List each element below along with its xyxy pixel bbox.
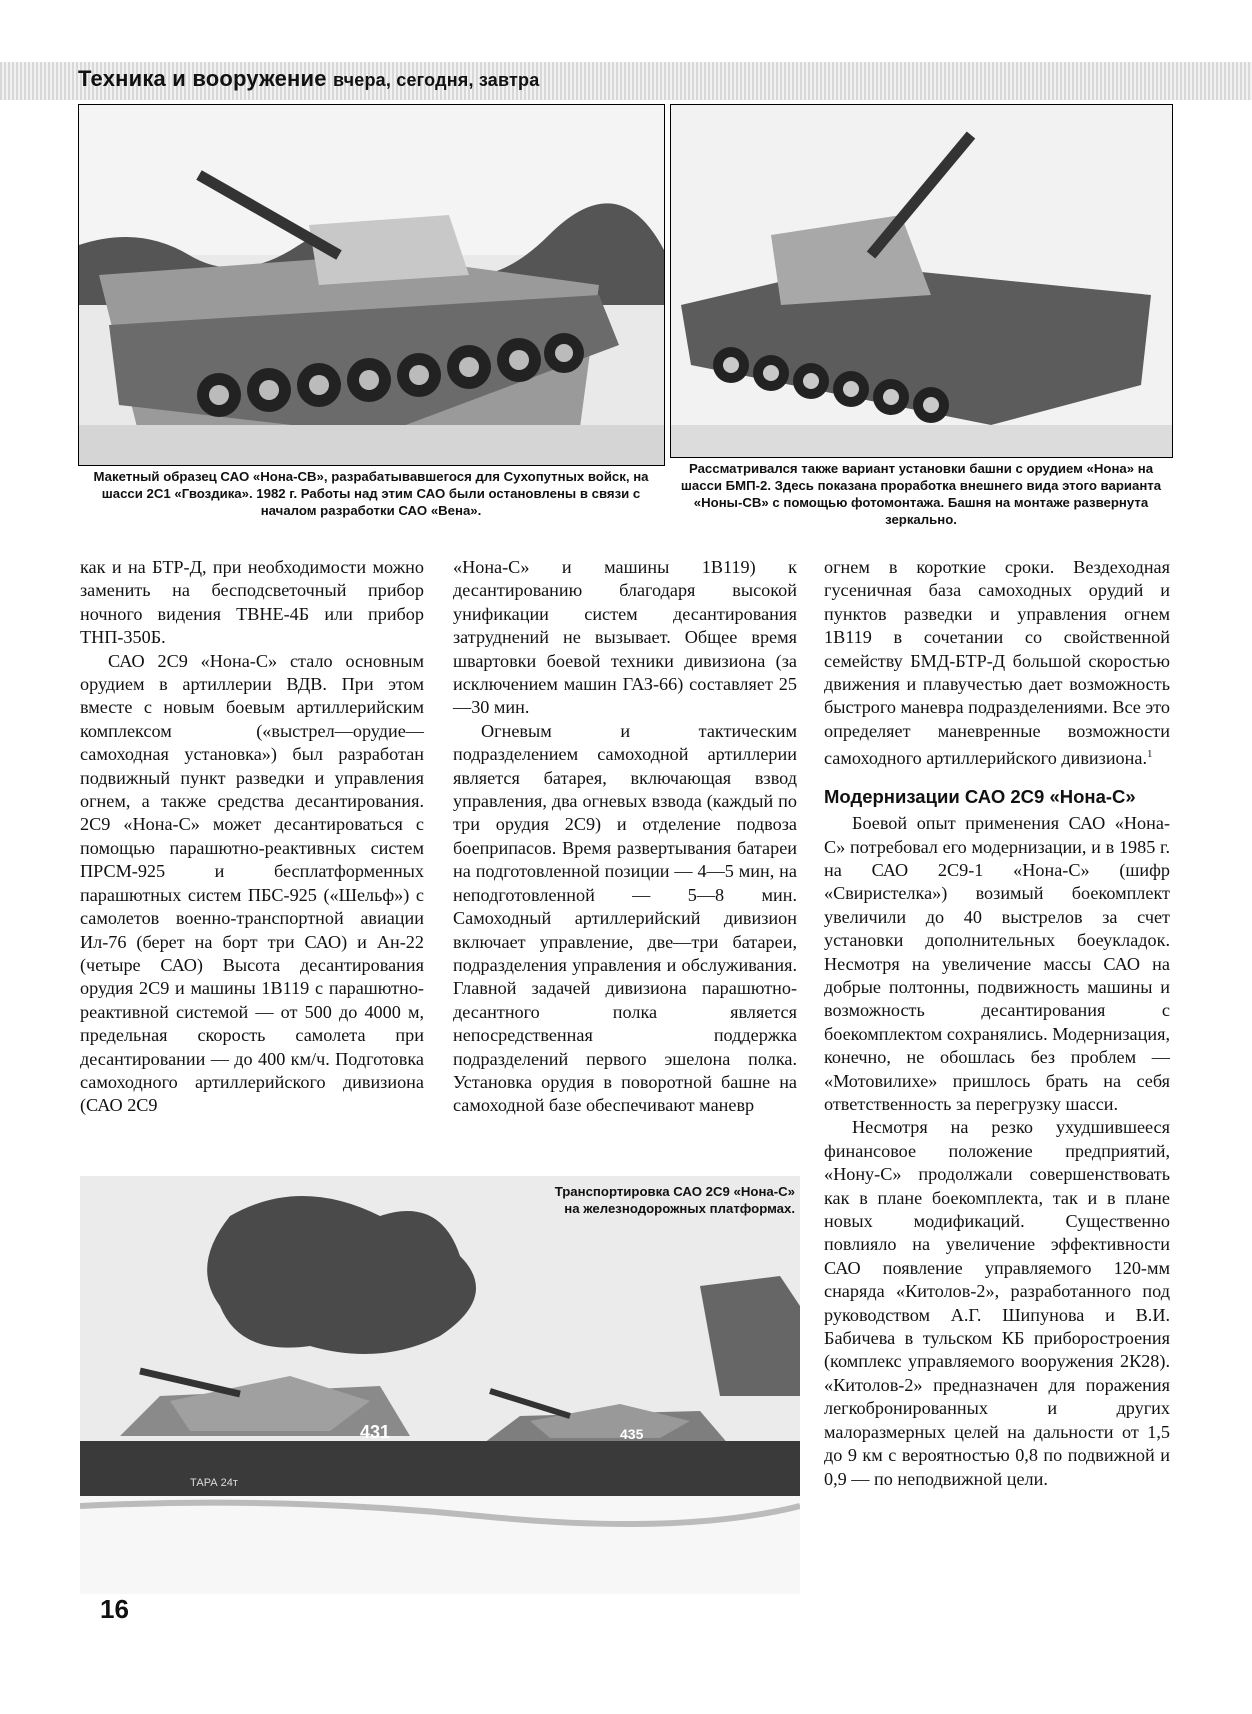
section-heading-modernization: Модернизации САО 2С9 «Нона-С» — [824, 785, 1136, 807]
caption-top-left: Макетный образец САО «Нона-СВ», разрабатывавшегося для Сухопутных войск, на шасси 2С1 «Гвоздика». 1982 г. Работы над этим САО были остановлены в связи с началом разработки САО «Вена». — [93, 469, 649, 518]
text-column-3 — [824, 556, 1170, 1491]
railway-photo-illustration — [80, 1176, 800, 1594]
footnote-mark: 1 — [1147, 748, 1153, 761]
caption-bottom-line-2: на железнодорожных платформах. — [564, 1201, 795, 1216]
vehicle-number-435: 435 — [620, 1426, 644, 1442]
photo-railway-transport — [80, 1176, 800, 1594]
bmp-photo-illustration — [671, 105, 1172, 457]
header-title-main: Техника и вооружение — [78, 66, 327, 91]
text-column-2 — [453, 556, 797, 1118]
col1-paragraph-1: как и на БТР-Д, при необходимости можно заменить на бесподсветочный прибор ночного видения ТВНЕ-4Б или прибор ТНП-350Б. — [80, 557, 424, 648]
photo-nona-sv-mockup — [78, 104, 665, 466]
header-title-sub: вчера, сегодня, завтра — [333, 70, 540, 90]
caption-bottom — [555, 1183, 795, 1217]
col2-paragraph-2: Огневым и тактическим подразделением самоходной артиллерии является батарея, включающая взвод управления, два огневых взвода (каждый по три орудия 2С9) и отделение подвоза боеприпасов. Время развертывания батареи на подготовленной позиции — 4—5 мин, на неподготовленной — 5—8 мин. Самоходный артиллерийский дивизион включает управление, две—три батареи, подразделения управления и обслуживания. Главной задачей дивизиона парашютно-десантного полка является непосредственная поддержка подразделений первого эшелона полка. Установка орудия в поворотной башне на самоходной базе обеспечивают маневр — [453, 720, 797, 1116]
col3-paragraph-2: Боевой опыт применения САО «Нона-С» потребовал его модернизации, и в 1985 г. на САО 2С9-1 «Нона-С» (шифр «Свиристелка») возимый боекомплект увеличили до 40 выстрелов за счет установки дополнительных боеукладок. Несмотря на увеличение массы САО на добрые полтонны, подвижность машины и возможность десантирования с боекомплектом сохранялись. Модернизация, конечно, не обошлась без проблем — «Мотовилихе» пришлось брать на себя ответственность за перегрузку шасси. — [824, 813, 1170, 1114]
running-header — [78, 66, 539, 92]
wagon-marking: ТАРА 24т — [190, 1477, 238, 1489]
caption-bottom-line-1: Транспортировка САО 2С9 «Нона-С» — [554, 1184, 795, 1199]
tank-photo-illustration — [79, 105, 664, 465]
col3-paragraph-3: Несмотря на резко ухудшившееся финансовое положение предприятий, «Нону-С» продолжали совершенствовать как в плане боекомплекта, так и в плане новых модификаций. Существенно повлияло на увеличение эффективности САО появление управляемого 120-мм снаряда «Китолов-2», разработанного под руководством А.Г. Шипунова и В.И. Бабичева в тульском КБ приборостроения (комплекс управляемого вооружения 2К28). «Китолов-2» предназначен для поражения легкобронированных и других малоразмерных целей на дальности от 1,5 до 9 км с вероятностью 0,8 по подвижной и 0,9 — по неподвижной цели. — [824, 1117, 1170, 1489]
vehicle-number-431: 431 — [360, 1422, 391, 1442]
col2-paragraph-1: «Нона-С» и машины 1В119) к десантированию благодаря высокой унификации систем десантирования затруднений не вызывает. Общее время швартовки боевой техники дивизиона (за исключением машин ГАЗ-66) составляет 25—30 мин. — [453, 557, 797, 718]
caption-top-right: Рассматривался также вариант установки башни с орудием «Нона» на шасси БМП-2. Здесь показана проработка внешнего вида этого варианта «Ноны-СВ» с помощью фотомонтажа. Башня на монтаже развернута зеркально. — [680, 461, 1162, 527]
col3-paragraph-1-text: огнем в короткие сроки. Вездеходная гусеничная база самоходных орудий и пунктов разведки и управления огнем 1В119 в сочетании со свойственной семейству БМД-БТР-Д большой скоростью движения и плавучестью дает возможность быстрого маневра подразделениями. Все это определяет маневренные возможности самоходного артиллерийского дивизиона. — [824, 557, 1170, 769]
text-column-1 — [80, 556, 424, 1118]
page-number: 16 — [100, 1594, 129, 1624]
col3-paragraph-1 — [824, 556, 1170, 771]
col1-paragraph-2: САО 2С9 «Нона-С» стало основным орудием в артиллерии ВДВ. При этом вместе с новым боевым артиллерийским комплексом («выстрел—орудие—самоходная установка») был разработан подвижный пункт разведки и управления огнем, а также средства десантирования. 2С9 «Нона-С» может десантироваться с помощью парашютно-реактивных систем ПРСМ-925 и бесплатформенных парашютных систем ПБС-925 («Шельф») с самолетов военно-транспортной авиации Ил-76 (берет на борт три САО) и Ан-22 (четыре САО) Высота десантирования орудия 2С9 и машины 1В119 с парашютно-реактивной системой — от 500 до 4000 м, предельная скорость самолета при десантировании — до 400 км/ч. Подготовка самоходного артиллерийского дивизиона (САО 2С9 — [80, 650, 424, 1116]
photo-bmp2-montage — [670, 104, 1173, 458]
